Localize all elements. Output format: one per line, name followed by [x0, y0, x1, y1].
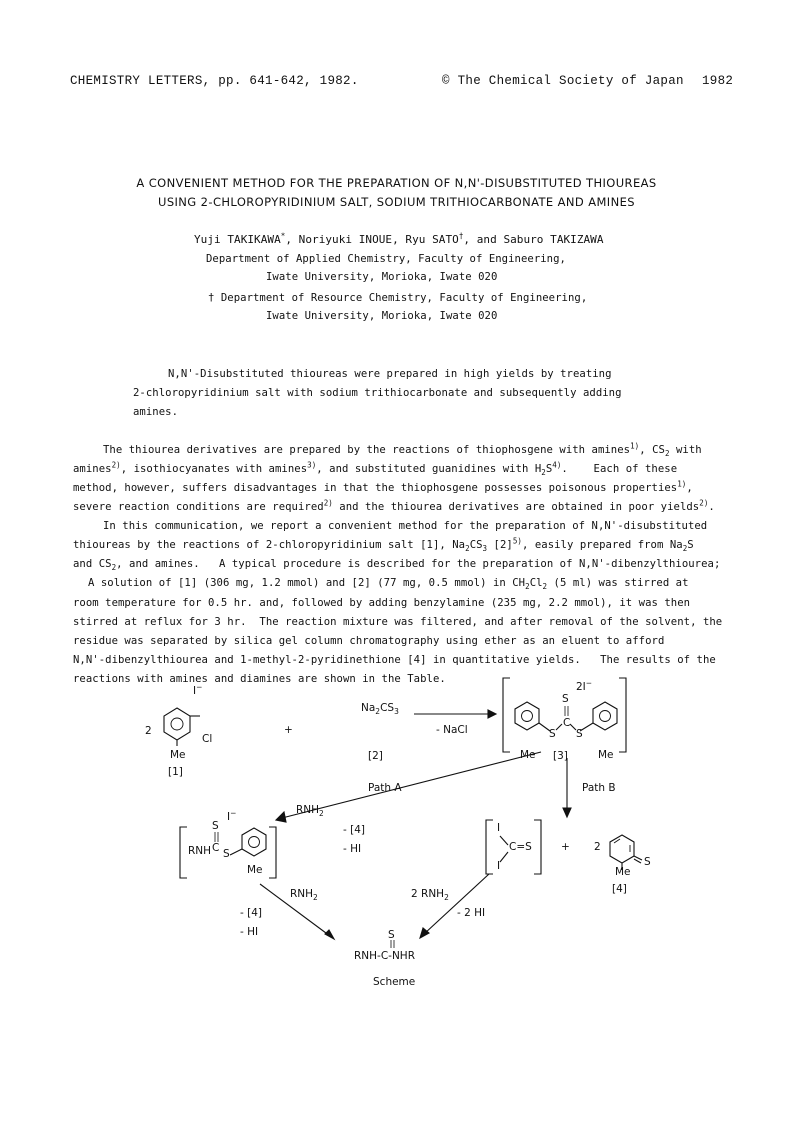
arrow-rnh2-left-head [325, 930, 334, 939]
compound-label-4: [4] [612, 883, 627, 895]
compound-label-1: [1] [168, 766, 183, 778]
author-2-3: , Noriyuki INOUE, Ryu SATO [285, 233, 459, 246]
central-carbon-3: C [563, 717, 571, 729]
minus-nacl: - NaCl [436, 724, 468, 736]
byproduct-hi-path-a: - HI [343, 843, 362, 855]
body-line: In this communication, we report a convenient method for the preparation of N,N'-disubstituted [103, 520, 708, 532]
pyridinethione-ring [610, 835, 642, 870]
body-line: room temperature for 0.5 hr. and, followed by adding benzylamine (235 mg, 2.2 mmol), it was then [73, 597, 691, 609]
body-line: amines$^{2)}$, isothiocyanates with amines$^{3)}$, and substituted guanidines with $H_2S^{4)}$. Each of these [73, 460, 678, 478]
thio-s-right: S [576, 728, 583, 740]
n-methyl-4: Me [615, 866, 631, 878]
bracket-3-left [503, 678, 510, 752]
path-a-label: Path A [368, 782, 402, 794]
intermediate-iodide: I− [227, 808, 237, 823]
diiodide-counterion: 2I− [576, 678, 593, 693]
arrow-path-a-head [276, 812, 286, 822]
header-year: 1982 [702, 74, 734, 88]
corresponding-mark: * [280, 231, 286, 241]
bracket-ics-left [486, 820, 493, 874]
compound-label-2: [2] [368, 750, 383, 762]
body-line: residue was separated by silica gel column chromatography using ether as an eluent to afford [73, 635, 665, 647]
affiliation-line-2: Iwate University, Morioka, Iwate 020 [266, 271, 498, 283]
product-sulfur: S [388, 929, 395, 941]
body-line: severe reaction conditions are required$^{2)}$ and the thiourea derivatives are obtained in poor yields$^{2)}$. [73, 498, 715, 513]
ics-bond-1 [500, 836, 508, 845]
sodium-trithiocarbonate: $Na_2CS_3$ [361, 702, 399, 717]
intermediate-carbon: C [212, 842, 220, 854]
affiliation-line-3: † Department of Resource Chemistry, Faculty of Engineering, [208, 292, 588, 304]
affiliation-line-1: Department of Applied Chemistry, Faculty of Engineering, [206, 253, 566, 265]
n-methyl-1: Me [170, 749, 186, 761]
pyridinium-ring-1 [164, 708, 200, 746]
body-line: A solution of [1] (306 mg, 1.2 mmol) and [2] (77 mg, 0.5 mmol) in $CH_2Cl_2$ (5 ml) was stirred at [88, 577, 689, 592]
body-line: reactions with amines and diamines are shown in the Table. [73, 673, 446, 685]
affiliation-line-4: Iwate University, Morioka, Iwate 020 [266, 310, 498, 322]
journal-citation: CHEMISTRY LETTERS, pp. 641-642, 1982. [70, 74, 359, 88]
copyright-notice: © The Chemical Society of Japan [442, 74, 684, 88]
thio-s-left: S [549, 728, 556, 740]
byproduct-hi-left: - HI [240, 926, 259, 938]
thione-sulfur: S [644, 856, 651, 868]
thiocarbonyl-s-3: S [562, 693, 569, 705]
plus-sign: + [284, 724, 293, 736]
byproduct-4-path-a: - [4] [343, 824, 365, 836]
thiourea-product: RNH-C-NHR [354, 950, 416, 962]
body-line: stirred at reflux for 3 hr. The reaction mixture was filtered, and after removal of the solvent, the [73, 616, 723, 628]
ics-iodine-1: I [497, 822, 501, 834]
amine-reagent-left: $RNH_2$ [290, 888, 318, 903]
body-line: The thiourea derivatives are prepared by the reactions of thiophosgene with amines$^{1)}$, $CS_2$ with [103, 441, 702, 459]
bracket-3-right [619, 678, 626, 752]
ics-iodine-2: I [497, 860, 501, 872]
plus-sign-path-b: + [561, 841, 570, 853]
paper-title-line-2: USING 2-CHLOROPYRIDINIUM SALT, SODIUM TRITHIOCARBONATE AND AMINES [158, 195, 635, 209]
ics-carbon-sulfur: C=S [509, 841, 532, 853]
abstract-line-3: amines. [133, 406, 178, 418]
compound-label-3: [3] [553, 750, 568, 762]
pyridinium-ring-3a [515, 702, 550, 731]
iodide-counterion: I− [193, 682, 203, 697]
n-methyl-3a: Me [520, 749, 536, 761]
chloro-substituent: Cl [202, 733, 213, 745]
arrow-path-b-head [563, 808, 571, 817]
ics-bond-2 [500, 852, 508, 862]
body-line: and $CS_2$, and amines. A typical procedure is described for the preparation of N,N'-dibenzylthiourea; [73, 558, 721, 573]
arrow-2rnh2-head [420, 928, 429, 938]
intermediate-s-bridge: S [223, 848, 230, 860]
author-4: , and Saburo TAKIZAWA [463, 233, 604, 246]
n-methyl-3b: Me [598, 749, 614, 761]
abstract-line-2: 2-chloropyridinium salt with sodium trithiocarbonate and subsequently adding [133, 387, 622, 399]
intermediate-rnh: RNH [188, 845, 212, 857]
abstract-line-1: N,N'-Disubstituted thioureas were prepared in high yields by treating [168, 368, 612, 380]
amine-reagent-path-a: $RNH_2$ [296, 804, 324, 819]
coefficient-2: 2 [145, 725, 152, 737]
coefficient-2-thione: 2 [594, 841, 601, 853]
body-line: method, however, suffers disadvantages in that the thiophosgene possesses poisonous properties$^{1)}$, [73, 479, 693, 494]
byproduct-2hi: - 2 HI [457, 907, 486, 919]
n-methyl-int: Me [247, 864, 263, 876]
body-line: N,N'-dibenzylthiourea and 1-methyl-2-pyridinethione [4] in quantitative yields. The results of the [73, 654, 716, 666]
author-1: Yuji TAKIKAWA [194, 233, 281, 246]
c-s-bond-left [556, 724, 562, 730]
bracket-ics-right [534, 820, 541, 874]
pyridinium-ring-int [230, 828, 266, 856]
intermediate-s: S [212, 820, 219, 832]
pyridinium-ring-3b [580, 702, 617, 731]
path-b-label: Path B [582, 782, 616, 794]
bracket-int-left [180, 827, 187, 878]
arrow-2rnh2 [424, 874, 489, 934]
paper-title-line-1: A CONVENIENT METHOD FOR THE PREPARATION OF N,N'-DISUBSTITUTED THIOUREAS [136, 176, 657, 190]
body-line: thioureas by the reactions of 2-chloropyridinium salt [1], $Na_2CS_3$ $[2]^{5)}$, easily prepared from $Na_2S$ [73, 536, 694, 554]
bracket-int-right [269, 827, 276, 878]
dagger-mark: † [458, 231, 464, 241]
arrow-nacl-head [488, 710, 496, 718]
scheme-caption: Scheme [373, 976, 416, 988]
byproduct-4-left: - [4] [240, 907, 262, 919]
amine-reagent-right: 2 $RNH_2$ [411, 888, 449, 903]
